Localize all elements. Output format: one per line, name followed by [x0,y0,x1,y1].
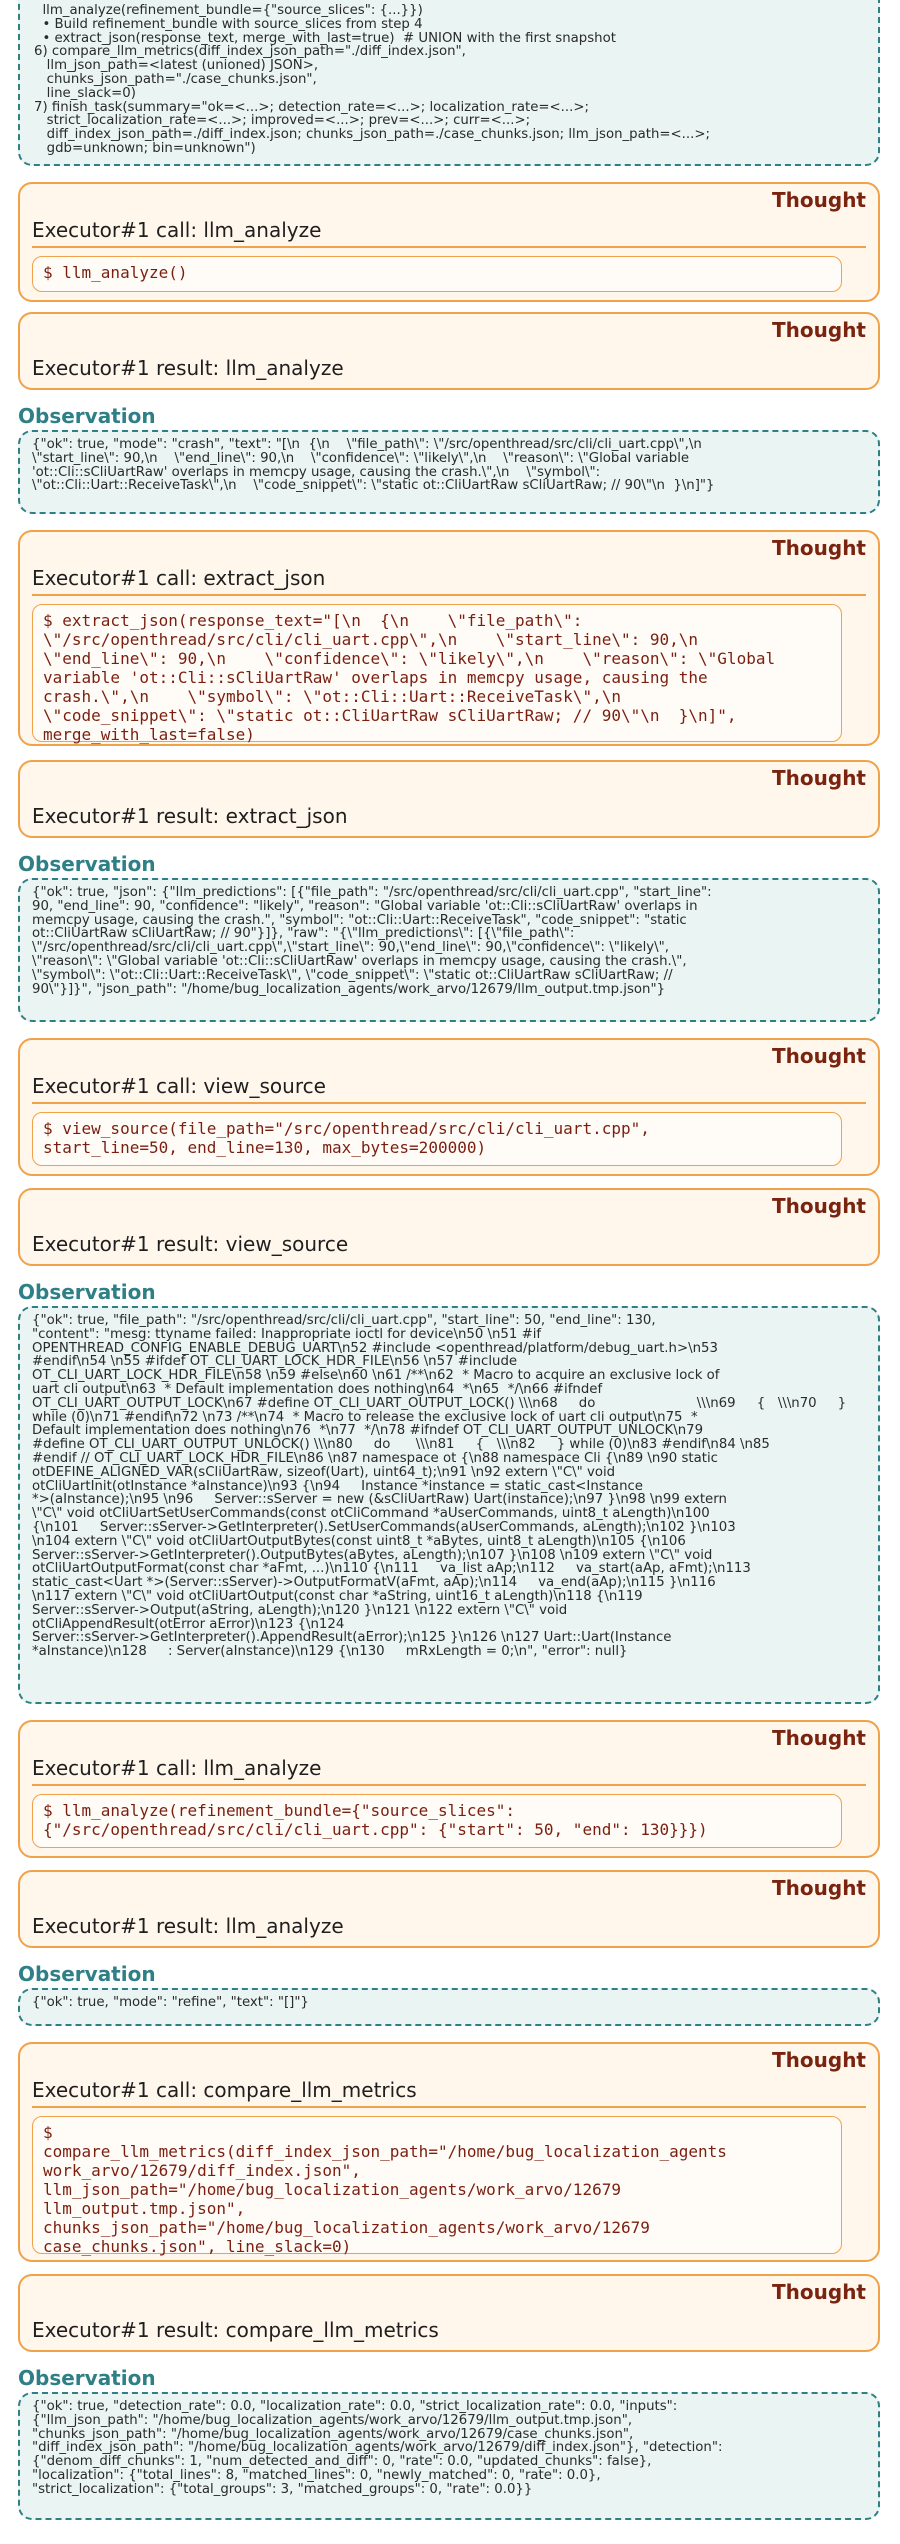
observation-text: {"ok": true, "mode": "crash", "text": "[\n {\n \"file_path\": \"/src/openthread/src/cli/cli_uart.cpp\",\n \"start_line\": 90,\n \"end_line\": 90,\n \"confidence\": \"likely\",\n \"reason\": \"Global variable 'ot::Cli::sCliUartRaw' overlaps in memcpy usage, causing the crash.\",\n \"symbol\": \"ot::Cli::Uart::ReceiveTask\",\n \"code_snippet\": \"static ot::CliUartRaw sCliUartRaw; // 90\"\n }\n]"} [32,437,715,494]
divider [32,594,866,596]
command-box[interactable]: $ extract_json(response_text="[\n {\n \"file_path\": \"/src/openthread/src/cli/cli_uart.cpp\",\n \"start_line\": 90,\n \"end_line\": 90,\n \"confidence\": \"likely\",\n \"reason\": \"Global variable 'ot::Cli::sCliUartRaw' overlaps in memcpy usage, causing the crash.\",\n \"symbol\": \"ot::Cli::Uart::ReceiveTask\",\n \"code_snippet\": \"static ot::CliUartRaw sCliUartRaw; // 90\"\n }\n]", merge_with_last=false) [32,604,842,742]
observation-box [18,1988,880,2026]
observation-box [18,878,880,1022]
thought-label: Thought [772,2048,866,2072]
thought-label: Thought [772,1876,866,1900]
result-title: Executor#1 result: llm_analyze [32,1914,344,1938]
thought-label: Thought [772,318,866,342]
divider [32,2106,866,2108]
thought-label: Thought [772,2280,866,2304]
thought-label: Thought [772,536,866,560]
observation-box [18,2392,880,2520]
divider [32,1102,866,1104]
thought-card-call-llm-analyze-refine [18,1720,880,1858]
result-title: Executor#1 result: view_source [32,1232,349,1256]
call-title: Executor#1 call: view_source [32,1074,326,1098]
command-box[interactable]: $ view_source(file_path="/src/openthread/src/cli/cli_uart.cpp", start_line=50, end_line=130, max_bytes=200000) [32,1112,842,1166]
command-box[interactable]: $ llm_analyze(refinement_bundle={"source_slices": {"/src/openthread/src/cli/cli_uart.cpp": {"start": 50, "end": 130}}}) [32,1794,842,1848]
thought-card-result-llm-analyze-refine [18,1870,880,1948]
thought-label: Thought [772,1044,866,1068]
observation-label: Observation [18,2366,156,2390]
thought-card-call-view-source [18,1038,880,1176]
observation-label: Observation [18,1280,156,1304]
observation-label: Observation [18,852,156,876]
command-box[interactable]: $ llm_analyze() [32,256,842,292]
observation-text: {"ok": true, "file_path": "/src/openthread/src/cli/cli_uart.cpp", "start_line": 50, "end_line": 130, "content": "mesg: ttyname failed: Inappropriate ioctl for device\n50 \n51 #if OPENTHREAD_CONFIG_ENABLE_DEBUG_UART\n52 #include <openthread/platform/debug_uart.h>\n53 #endif\n54 \n55 #ifdef OT_CLI_UART_LOCK_HDR_FILE\n56 \n57 #include OT_CLI_UART_LOCK_HDR_FILE\n58 \n59 #else\n60 \n61 /**\n62 * Macro to acquire an exclusive lock of uart cli output\n63 * Default implementation does nothing\n64 *\n65 */\n66 #ifndef OT_CLI_UART_OUTPUT_LOCK\n67 #define OT_CLI_UART_OUTPUT_LOCK() \\\n68 do \\\n69 { \\\n70 } while (0)\n71 #endif\n72 \n73 /**\n74 * Macro to release the exclusive lock of uart cli output\n75 * Default implementation does nothing\n76 *\n77 */\n78 #ifndef OT_CLI_UART_OUTPUT_UNLOCK\n79 #define OT_CLI_UART_OUTPUT_UNLOCK() \\\n80 do \\\n81 { \\\n82 } while (0)\n83 #endif\n84 \n85 #endif // OT_CLI_UART_LOCK_HDR_FILE\n86 \n87 namespace ot {\n88 namespace Cli {\n89 \n90 static otDEFINE_ALIGNED_VAR(sCliUartRaw, sizeof(Uart), uint64_t);\n91 \n92 extern \"C\" void otCliUartInit(otInstance *aInstance)\n93 {\n94 Instance *instance = static_cast<Instance *>(aInstance);\n95 \n96 Server::sServer = new (&sCliUartRaw) Uart(instance);\n97 }\n98 \n99 extern \"C\" void otCliUartSetUserCommands(const otCliCommand *aUserCommands, uint8_t aLength)\n100 {\n101 Server::sServer->GetInterpreter().SetUserCommands(aUserCommands, aLength);\n102 }\n103 \n104 extern \"C\" void otCliUartOutputBytes(const uint8_t *aBytes, uint8_t aLength)\n105 {\n106 Server::sServer->GetInterpreter().OutputBytes(aBytes, aLength);\n107 }\n108 \n109 extern \"C\" void otCliUartOutputFormat(const char *aFmt, ...)\n110 {\n111 va_list aAp;\n112 va_start(aAp, aFmt);\n113 static_cast<Uart *>(Server::sServer)->OutputFormatV(aFmt, aAp);\n114 va_end(aAp);\n115 }\n116 \n117 extern \"C\" void otCliUartOutput(const char *aString, uint16_t aLength)\n118 {\n119 Server::sServer->Output(aString, aLength);\n120 }\n121 \n122 extern \"C\" void otCliAppendResult(otError aError)\n123 {\n124 Server::sServer->GetInterpreter().AppendResult(aError);\n125 }\n126 \n127 Uart::Uart(Instance *aInstance)\n128 : Server(aInstance)\n129 {\n130 mRxLength = 0;\n", "error": null} [32,1313,847,1660]
observation-text: {"ok": true, "detection_rate": 0.0, "localization_rate": 0.0, "strict_localization_rate": 0.0, "inputs": {"llm_json_path": "/home/bug_localization_agents/work_arvo/12679/llm_output.tmp.json", "chunks_json_path": "/home/bug_localization_agents/work_arvo/12679/case_chunks.json", "diff_index_json_path": "/home/bug_localization_agents/work_arvo/12679/diff_index.json"}, "detection": {"denom_diff_chunks": 1, "num_detected_and_diff": 0, "rate": 0.0, "updated_chunks": false}, "localization": {"total_lines": 8, "matched_lines": 0, "newly_matched": 0, "rate": 0.0}, "strict_localization": {"total_groups": 3, "matched_groups": 0, "rate": 0.0}} [32,2399,723,2497]
observation-label: Observation [18,1962,156,1986]
divider [32,1784,866,1786]
thought-card-call-compare-llm-metrics [18,2042,880,2262]
result-title: Executor#1 result: extract_json [32,804,348,828]
thought-label: Thought [772,766,866,790]
thought-card-call-llm-analyze [18,182,880,302]
divider [32,246,866,248]
thought-label: Thought [772,1194,866,1218]
thought-card-result-view-source [18,1188,880,1266]
observation-box [18,430,880,514]
call-title: Executor#1 call: llm_analyze [32,218,322,242]
observation-text: {"ok": true, "json": {"llm_predictions": [{"file_path": "/src/openthread/src/cli/cli_uart.cpp", "start_line": 90, "end_line": 90, "confidence": "likely", "reason": "Global variable 'ot::Cli::sCliUartRaw' overlaps in memcpy usage, causing the crash.", "symbol": "ot::Cli::Uart::ReceiveTask", "code_snippet": "static ot::CliUartRaw sCliUartRaw; // 90"}]}, "raw": "{\"llm_predictions\": [{\"file_path\": \"/src/openthread/src/cli/cli_uart.cpp\",\"start_line\": 90,\"end_line\": 90,\"confidence\": \"likely\", \"reason\": \"Global variable 'ot::Cli::sCliUartRaw' overlaps in memcpy usage, causing the crash.\", \"symbol\": \"ot::Cli::Uart::ReceiveTask\", \"code_snippet\": \"static ot::CliUartRaw sCliUartRaw; // 90\"}]}", "json_path": "/home/bug_localization_agents/work_arvo/12679/llm_output.tmp.json"} [32,885,712,997]
observation-text: llm_analyze(refinement_bundle={"source_slices": {...}}) • Build refinement_bundle with source_slices from step 4 • extract_json(response_text, merge_with_last=true) # UNION with the first snapshot 6) compare_llm_metrics(diff_index_json_path="./diff_index.json", llm_json_path=<latest (unioned) JSON>, chunks_json_path="./case_chunks.json", line_slack=0) 7) finish_task(summary="ok=<...>; detection_rate=<...>; localization_rate=<...>; strict_localization_rate=<...>; improved=<...>; prev=<...>; curr=<...>; diff_index_json_path=./diff_index.json; chunks_json_path=./case_chunks.json; llm_json_path=<...>; gdb=unknown; bin=unknown") [34,3,710,156]
call-title: Executor#1 call: llm_analyze [32,1756,322,1780]
thought-label: Thought [772,188,866,212]
call-title: Executor#1 call: compare_llm_metrics [32,2078,417,2102]
observation-box-top [18,0,880,166]
thought-card-call-extract-json [18,530,880,746]
thought-card-result-compare-llm-metrics [18,2274,880,2352]
thought-label: Thought [772,1726,866,1750]
thought-card-result-llm-analyze [18,312,880,390]
observation-box [18,1306,880,1704]
command-box[interactable]: $ compare_llm_metrics(diff_index_json_path="/home/bug_localization_agents work_arvo/12679/diff_index.json", llm_json_path="/home/bug_localization_agents/work_arvo/12679 llm_output.tmp.json", chunks_json_path="/home/bug_localization_agents/work_arvo/12679 case_chunks.json", line_slack=0) [32,2116,842,2254]
result-title: Executor#1 result: compare_llm_metrics [32,2318,439,2342]
observation-label: Observation [18,404,156,428]
thought-card-result-extract-json [18,760,880,838]
observation-text: {"ok": true, "mode": "refine", "text": "[]"} [32,1995,309,2010]
call-title: Executor#1 call: extract_json [32,566,326,590]
result-title: Executor#1 result: llm_analyze [32,356,344,380]
